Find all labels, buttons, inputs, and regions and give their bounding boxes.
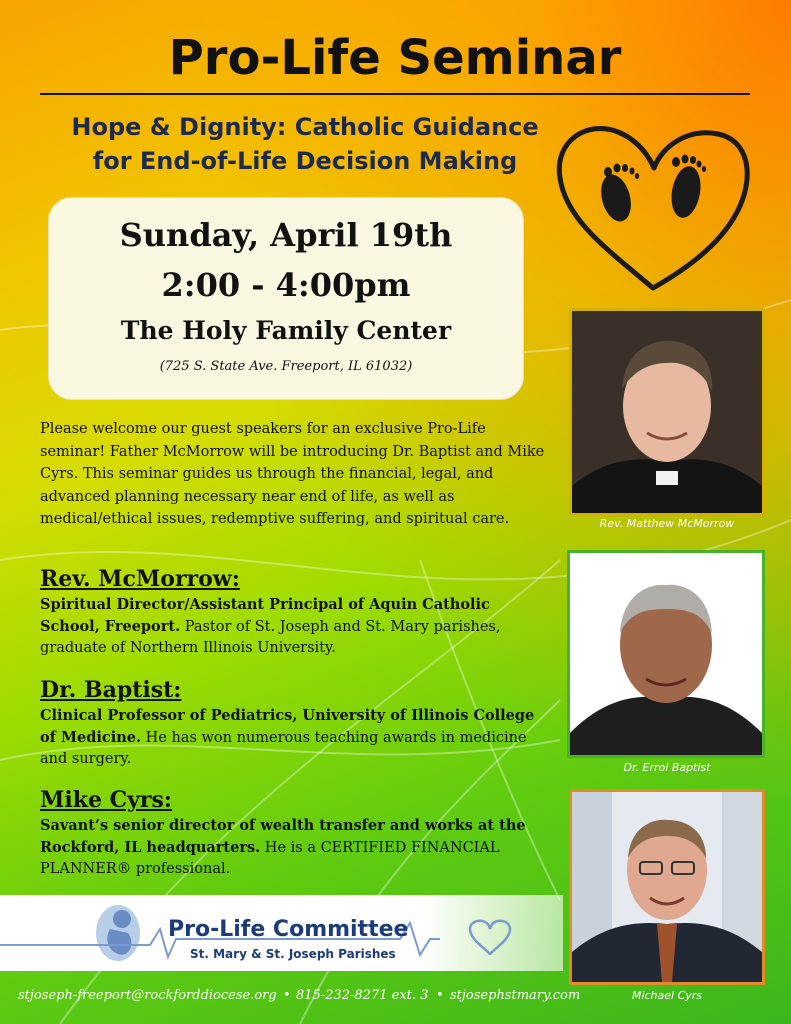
speaker-description	[40, 815, 545, 880]
event-venue: The Holy Family Center	[120, 316, 452, 345]
photo-michael-cyrs	[569, 789, 765, 985]
committee-parishes: St. Mary & St. Joseph Parishes	[190, 947, 396, 961]
photo-caption: Michael Cyrs	[631, 989, 703, 1002]
speaker-details: Pastor of St. Joseph and St. Mary parishes, graduate of Northern Illinois University.	[40, 619, 501, 656]
photo-dr-baptist	[567, 550, 765, 758]
footer-bullet: •	[283, 988, 291, 1003]
heart-with-baby-feet-icon	[548, 110, 758, 300]
photo-caption: Dr. Errol Baptist	[623, 761, 711, 774]
event-details-box	[48, 197, 524, 400]
committee-name: Pro-Life Committee	[168, 917, 409, 942]
event-time: 2:00 - 4:00pm	[161, 266, 411, 304]
speaker-bio-baptist	[40, 677, 545, 770]
title-divider	[40, 93, 750, 95]
speaker-heading: Rev. McMorrow:	[40, 566, 240, 592]
seminar-subtitle	[40, 110, 570, 178]
speaker-title: Savant’s senior director of wealth transfer and works at the Rockford, IL headquarters.	[40, 817, 526, 856]
contact-phone[interactable]: 815-232-8271 ext. 3	[296, 988, 429, 1003]
speaker-bio-mcmorrow	[40, 566, 545, 659]
intro-paragraph: Please welcome our guest speakers for an exclusive Pro-Life seminar! Father McMorrow will be introducing Dr. Baptist and Mike Cyrs. This seminar guides us through the financial, legal, and advanced planning necessary near end of life, as well as medical/ethical issues, redemptive suffering, and spiritual care.	[40, 421, 545, 527]
speaker-details: He is a CERTIFIED FINANCIAL PLANNER® professional.	[40, 840, 500, 877]
contact-footer	[0, 980, 791, 1014]
speaker-title: Spiritual Director/Assistant Principal of Aquin Catholic School, Freeport.	[40, 596, 490, 635]
speaker-title: Clinical Professor of Pediatrics, University of Illinois College of Medicine.	[40, 707, 535, 746]
footer-bullet: •	[436, 988, 444, 1003]
speaker-heading: Mike Cyrs:	[40, 787, 172, 813]
speaker-bio-cyrs	[40, 787, 545, 880]
speaker-description	[40, 594, 545, 659]
event-address: (725 S. State Ave. Freeport, IL 61032)	[159, 359, 413, 374]
photo-rev-mcmorrow	[569, 308, 765, 516]
committee-banner	[0, 895, 563, 971]
subtitle-line-1: Hope & Dignity: Catholic Guidance	[71, 113, 539, 141]
speaker-details: He has won numerous teaching awards in medicine and surgery.	[40, 730, 527, 767]
portrait-placeholder-icon	[572, 792, 762, 982]
event-date: Sunday, April 19th	[119, 216, 453, 254]
portrait-placeholder-icon	[572, 311, 762, 513]
speaker-heading: Dr. Baptist:	[40, 677, 182, 703]
portrait-placeholder-icon	[570, 553, 762, 755]
page-title: Pro-Life Seminar	[168, 30, 622, 86]
photo-caption: Rev. Matthew McMorrow	[599, 517, 735, 530]
speaker-description	[40, 705, 545, 770]
subtitle-line-2: for End-of-Life Decision Making	[92, 147, 518, 175]
contact-email[interactable]: stjoseph-freeport@rockforddiocese.org	[18, 988, 277, 1003]
contact-website[interactable]: stjosephstmary.com	[450, 988, 581, 1003]
